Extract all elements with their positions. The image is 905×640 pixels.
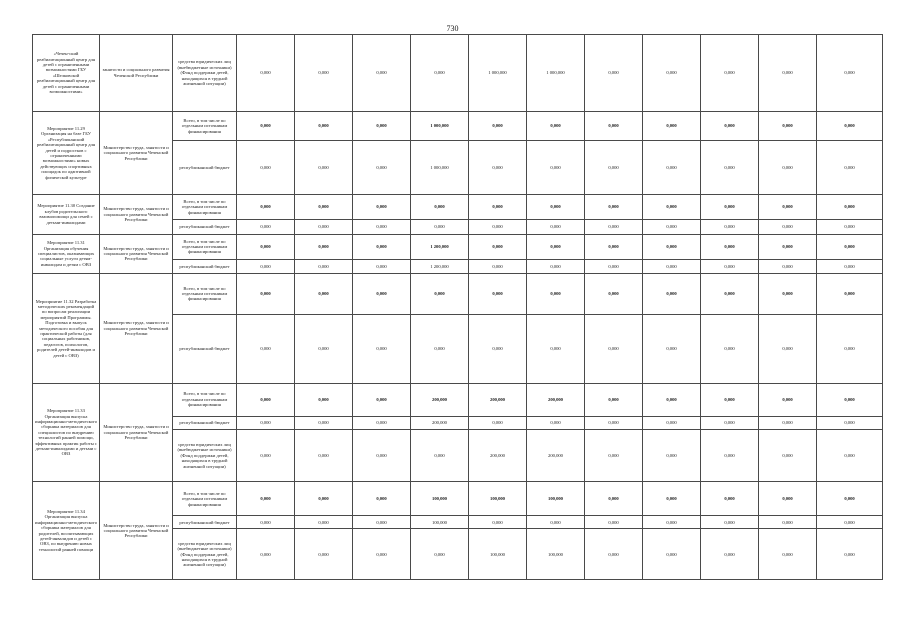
value-cell: 0,000 (817, 274, 883, 315)
value-cell: 0,000 (759, 314, 817, 383)
value-cell: 0,000 (353, 35, 411, 112)
source-cell: республиканский бюджет (173, 220, 237, 234)
value-cell: 0,000 (759, 234, 817, 259)
value-cell: 0,000 (527, 516, 585, 529)
value-cell: 0,000 (643, 220, 701, 234)
value-cell: 0,000 (701, 416, 759, 429)
value-cell: 0,000 (759, 220, 817, 234)
executor-cell: Министерство труда, занятости и социального развития Чеченской Республики (100, 274, 173, 384)
value-cell: 0,000 (817, 482, 883, 516)
value-cell: 0,000 (353, 529, 411, 580)
value-cell: 0,000 (353, 416, 411, 429)
value-cell: 0,000 (469, 234, 527, 259)
value-cell: 0,000 (643, 383, 701, 416)
page-number: 730 (446, 24, 459, 33)
value-cell: 0,000 (817, 416, 883, 429)
value-cell: 0,000 (295, 314, 353, 383)
source-cell: средства юридических лиц (внебюджетные источники) (Фонд поддержки детей, находящихся в трудной жизненной ситуации) (173, 529, 237, 580)
event-cell: Мероприятие 11.33 Организация выпуска информационно-методического сборника материалов для специалистов по внедрению технологий ранней помощи, эффективных практик работы с детьми-инвалидами и детьми с ОВЗ (33, 383, 100, 482)
table-row (33, 383, 883, 416)
value-cell: 0,000 (817, 234, 883, 259)
executor-cell: Министерство труда, занятости и социального развития Чеченской Республики (100, 482, 173, 580)
value-cell: 0,000 (295, 35, 353, 112)
value-cell: 0,000 (643, 482, 701, 516)
value-cell: 0,000 (237, 234, 295, 259)
value-cell: 0,000 (759, 516, 817, 529)
value-cell: 0,000 (469, 416, 527, 429)
value-cell: 0,000 (469, 274, 527, 315)
table-row (33, 234, 883, 259)
value-cell: 0,000 (237, 220, 295, 234)
value-cell: 0,000 (237, 482, 295, 516)
value-cell: 0,000 (527, 274, 585, 315)
value-cell: 0,000 (759, 35, 817, 112)
value-cell: 1 000,000 (527, 35, 585, 112)
source-cell: Всего, в том числе по отдельным источникам финансирования (173, 111, 237, 141)
value-cell: 200,000 (527, 429, 585, 482)
value-cell: 0,000 (411, 314, 469, 383)
value-cell: 0,000 (527, 234, 585, 259)
value-cell: 0,000 (585, 429, 643, 482)
value-cell: 0,000 (585, 274, 643, 315)
value-cell: 0,000 (353, 274, 411, 315)
source-cell: Всего, в том числе по отдельным источникам финансирования (173, 274, 237, 315)
value-cell: 0,000 (527, 195, 585, 220)
source-cell: республиканский бюджет (173, 141, 237, 195)
value-cell: 0,000 (469, 516, 527, 529)
value-cell: 0,000 (701, 429, 759, 482)
value-cell: 200,000 (527, 383, 585, 416)
source-cell: республиканский бюджет (173, 259, 237, 273)
value-cell: 0,000 (237, 35, 295, 112)
value-cell: 0,000 (527, 220, 585, 234)
value-cell: 0,000 (817, 220, 883, 234)
value-cell: 1 200,000 (411, 259, 469, 273)
table-row (33, 482, 883, 516)
value-cell: 100,000 (527, 482, 585, 516)
value-cell: 0,000 (643, 274, 701, 315)
value-cell: 0,000 (643, 111, 701, 141)
value-cell: 0,000 (759, 195, 817, 220)
value-cell: 0,000 (759, 274, 817, 315)
value-cell: 0,000 (585, 416, 643, 429)
value-cell: 0,000 (469, 314, 527, 383)
value-cell: 0,000 (237, 259, 295, 273)
value-cell: 0,000 (585, 383, 643, 416)
value-cell: 0,000 (469, 111, 527, 141)
value-cell: 0,000 (295, 195, 353, 220)
table-row (33, 195, 883, 220)
value-cell: 0,000 (295, 416, 353, 429)
event-cell: Мероприятие 11.32 Разработка методических рекомендаций по вопросам реализации мероприятий Программы. Подготовка и выпуск методического пособия для практической работы (для социальных работников, педагогов, психологов, родителей детей-инвалидов и детей с ОВЗ) (33, 274, 100, 384)
value-cell: 0,000 (469, 220, 527, 234)
value-cell: 0,000 (411, 35, 469, 112)
value-cell: 0,000 (759, 482, 817, 516)
value-cell: 0,000 (817, 35, 883, 112)
value-cell: 0,000 (353, 195, 411, 220)
value-cell: 100,000 (527, 529, 585, 580)
value-cell: 0,000 (701, 195, 759, 220)
value-cell: 0,000 (527, 314, 585, 383)
value-cell: 0,000 (585, 234, 643, 259)
value-cell: 0,000 (585, 259, 643, 273)
source-cell: средства юридических лиц (внебюджетные источники) (Фонд поддержки детей, находящихся в трудной жизненной ситуации) (173, 35, 237, 112)
value-cell: 200,000 (411, 383, 469, 416)
value-cell: 1 200,000 (411, 234, 469, 259)
value-cell: 0,000 (353, 259, 411, 273)
value-cell: 0,000 (353, 111, 411, 141)
value-cell: 200,000 (469, 383, 527, 416)
value-cell: 0,000 (759, 429, 817, 482)
value-cell: 0,000 (353, 429, 411, 482)
value-cell: 0,000 (643, 529, 701, 580)
value-cell: 0,000 (411, 529, 469, 580)
table-row (33, 35, 883, 112)
value-cell: 0,000 (237, 516, 295, 529)
value-cell: 0,000 (817, 516, 883, 529)
value-cell: 0,000 (701, 111, 759, 141)
value-cell: 0,000 (295, 429, 353, 482)
value-cell: 0,000 (585, 529, 643, 580)
value-cell: 0,000 (817, 314, 883, 383)
value-cell: 0,000 (817, 529, 883, 580)
source-cell: республиканский бюджет (173, 416, 237, 429)
value-cell: 0,000 (585, 111, 643, 141)
value-cell: 0,000 (295, 482, 353, 516)
event-cell: Мероприятие 11.34 Организация выпуска информационно-методического сборника материалов для родителей, воспитывающих детей-инвалидов и детей с ОВЗ, по внедрению новых технологий ранней помощи (33, 482, 100, 580)
value-cell: 0,000 (295, 220, 353, 234)
value-cell: 0,000 (701, 383, 759, 416)
value-cell: 0,000 (353, 234, 411, 259)
value-cell: 0,000 (411, 274, 469, 315)
value-cell: 0,000 (817, 141, 883, 195)
event-cell: «Чечен-ский реабилитационный центр для детей с ограниченными возможностями ГБУ «Шелковской реабилитационный центр для детей с ограниченными возможностями» (33, 35, 100, 112)
value-cell: 0,000 (295, 516, 353, 529)
value-cell: 0,000 (701, 529, 759, 580)
value-cell: 100,000 (469, 529, 527, 580)
value-cell: 0,000 (701, 141, 759, 195)
value-cell: 0,000 (701, 35, 759, 112)
source-cell: Всего, в том числе по отдельным источникам финансирования (173, 234, 237, 259)
value-cell: 0,000 (295, 111, 353, 141)
value-cell: 0,000 (643, 195, 701, 220)
value-cell: 0,000 (585, 314, 643, 383)
executor-cell: занятости и социального развития Чеченской Республики (100, 35, 173, 112)
value-cell: 0,000 (643, 259, 701, 273)
value-cell: 0,000 (585, 516, 643, 529)
executor-cell: Министерство труда, занятости и социального развития Чеченской Республики (100, 195, 173, 234)
value-cell: 0,000 (527, 111, 585, 141)
source-cell: Всего, в том числе по отдельным источникам финансирования (173, 383, 237, 416)
value-cell: 0,000 (237, 429, 295, 482)
executor-cell: Министерство труда, занятости и социального развития Чеченской Республики (100, 111, 173, 194)
value-cell: 200,000 (469, 429, 527, 482)
value-cell: 0,000 (237, 416, 295, 429)
value-cell: 0,000 (759, 111, 817, 141)
source-cell: Всего, в том числе по отдельным источникам финансирования (173, 195, 237, 220)
value-cell: 100,000 (411, 482, 469, 516)
value-cell: 0,000 (643, 314, 701, 383)
value-cell: 0,000 (759, 416, 817, 429)
value-cell: 0,000 (237, 314, 295, 383)
value-cell: 0,000 (585, 35, 643, 112)
funding-table (32, 34, 883, 580)
value-cell: 0,000 (701, 220, 759, 234)
source-cell: республиканский бюджет (173, 516, 237, 529)
value-cell: 0,000 (469, 195, 527, 220)
value-cell: 0,000 (585, 482, 643, 516)
value-cell: 0,000 (237, 274, 295, 315)
value-cell: 0,000 (643, 141, 701, 195)
value-cell: 0,000 (411, 429, 469, 482)
value-cell: 0,000 (701, 234, 759, 259)
value-cell: 0,000 (643, 416, 701, 429)
value-cell: 0,000 (353, 220, 411, 234)
value-cell: 0,000 (469, 259, 527, 273)
value-cell: 0,000 (237, 529, 295, 580)
value-cell: 0,000 (295, 259, 353, 273)
value-cell: 0,000 (411, 220, 469, 234)
executor-cell: Министерство труда, занятости и социального развития Чеченской Республики (100, 383, 173, 482)
value-cell: 0,000 (295, 234, 353, 259)
value-cell: 0,000 (759, 529, 817, 580)
value-cell: 0,000 (759, 259, 817, 273)
value-cell: 0,000 (585, 195, 643, 220)
value-cell: 0,000 (469, 141, 527, 195)
event-cell: Мероприятие 11.29 Организация на базе ГБУ «Республиканский реабилитационный центр для детей и подростков с ограниченными возможностями» новых действующих спортивных площадок по адаптивной физической культуре (33, 111, 100, 194)
value-cell: 0,000 (817, 111, 883, 141)
value-cell: 0,000 (295, 141, 353, 195)
value-cell: 0,000 (237, 111, 295, 141)
executor-cell: Министерство труда, занятости и социального развития Чеченской Республики (100, 234, 173, 273)
value-cell: 0,000 (585, 220, 643, 234)
value-cell: 0,000 (295, 383, 353, 416)
value-cell: 100,000 (411, 516, 469, 529)
table-row (33, 111, 883, 141)
value-cell: 0,000 (643, 234, 701, 259)
value-cell: 0,000 (527, 416, 585, 429)
source-cell: республиканский бюджет (173, 314, 237, 383)
value-cell: 0,000 (527, 259, 585, 273)
value-cell: 0,000 (701, 259, 759, 273)
value-cell: 0,000 (701, 482, 759, 516)
value-cell: 0,000 (353, 482, 411, 516)
value-cell: 0,000 (817, 429, 883, 482)
value-cell: 0,000 (643, 516, 701, 529)
value-cell: 0,000 (411, 195, 469, 220)
event-cell: Мероприятие 11.30 Создание клубов родительского взаимопомощи для семей с детьми-инвалидами (33, 195, 100, 234)
value-cell: 0,000 (585, 141, 643, 195)
value-cell: 200,000 (411, 416, 469, 429)
value-cell: 0,000 (817, 259, 883, 273)
value-cell: 0,000 (817, 195, 883, 220)
value-cell: 0,000 (643, 35, 701, 112)
value-cell: 1 000,000 (469, 35, 527, 112)
value-cell: 0,000 (643, 429, 701, 482)
value-cell: 0,000 (353, 383, 411, 416)
value-cell: 0,000 (701, 516, 759, 529)
event-cell: Мероприятие 11.31 Организация обучения специалистов, оказывающих социальные услуги детям-инвалидам и детям с ОВЗ (33, 234, 100, 273)
value-cell: 0,000 (701, 314, 759, 383)
value-cell: 0,000 (701, 274, 759, 315)
value-cell: 0,000 (237, 195, 295, 220)
value-cell: 0,000 (353, 314, 411, 383)
value-cell: 100,000 (469, 482, 527, 516)
value-cell: 1 000,000 (411, 141, 469, 195)
value-cell: 1 000,000 (411, 111, 469, 141)
value-cell: 0,000 (817, 383, 883, 416)
source-cell: Всего, в том числе по отдельным источникам финансирования (173, 482, 237, 516)
value-cell: 0,000 (237, 141, 295, 195)
value-cell: 0,000 (759, 383, 817, 416)
value-cell: 0,000 (759, 141, 817, 195)
value-cell: 0,000 (527, 141, 585, 195)
value-cell: 0,000 (295, 274, 353, 315)
value-cell: 0,000 (353, 141, 411, 195)
value-cell: 0,000 (237, 383, 295, 416)
table-row (33, 274, 883, 315)
source-cell: средства юридических лиц (внебюджетные источники) (Фонд поддержки детей, находящихся в трудной жизненной ситуации) (173, 429, 237, 482)
value-cell: 0,000 (295, 529, 353, 580)
value-cell: 0,000 (353, 516, 411, 529)
